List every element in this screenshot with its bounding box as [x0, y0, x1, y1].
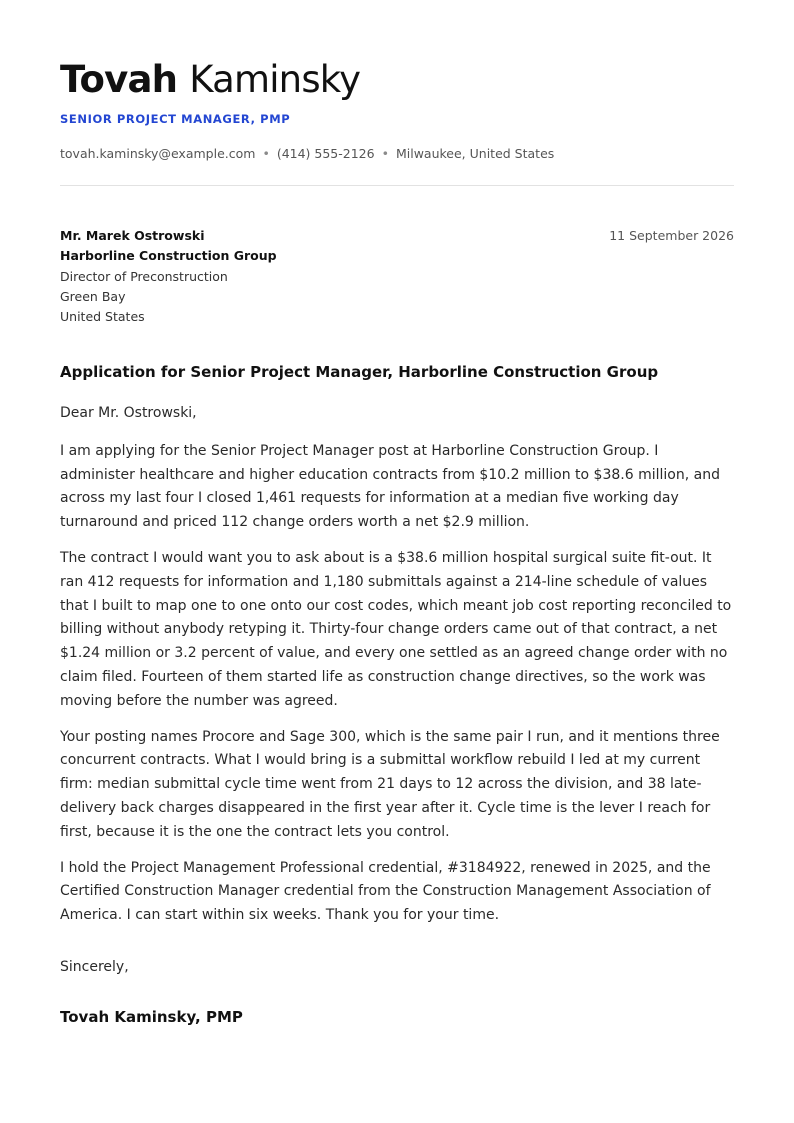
recipient-block [60, 226, 277, 327]
letter-closing: Sincerely, [60, 959, 129, 975]
recipient-company: Harborline Construction Group [60, 248, 277, 264]
letter-date: 11 September 2026 [609, 228, 734, 243]
letter-paragraph: I am applying for the Senior Project Manager post at Harborline Construction Group. I administer healthcare and higher education contracts from $10.2 million to $38.6 million, and across my last four I closed 1,461 requests for information at a median five working day turnaround and priced 112 change orders worth a net $2.9 million. [60, 442, 720, 531]
letter-paragraph: The contract I would want you to ask about is a $38.6 million hospital surgical suite fit-out. It ran 412 requests for information and 1,180 submittals against a 214-line schedule of values that I built to map one to one onto our cost codes, which meant job cost reporting reconciled to billing without anybody retyping it. Thirty-four change orders came out of that contract, a net $1.24 million or 3.2 percent of value, and every one settled as an agreed change order with no claim filed. Fourteen of them started life as construction change directives, so the work was moving before the number was agreed. [60, 549, 732, 709]
contact-separator: • [381, 146, 389, 161]
contact-location: Milwaukee, United States [395, 146, 555, 161]
applicant-title: SENIOR PROJECT MANAGER, PMP [60, 112, 291, 126]
contact-separator: • [262, 146, 270, 161]
applicant-last-name: Kaminsky [189, 58, 361, 101]
letter-signature: Tovah Kaminsky, PMP [60, 1008, 243, 1026]
recipient-name: Mr. Marek Ostrowski [60, 228, 205, 243]
contact-line [60, 145, 554, 163]
recipient-city: Green Bay [60, 288, 126, 304]
applicant-name [60, 58, 360, 102]
contact-phone: (414) 555-2126 [276, 146, 375, 161]
letter-body [60, 402, 734, 940]
header-divider [60, 185, 734, 186]
letter-paragraph: I hold the Project Management Professional credential, #3184922, renewed in 2025, and the Certified Construction Manager credential from the Construction Management Association of America. I can start within six weeks. Thank you for your time. [60, 859, 711, 924]
letter-greeting: Dear Mr. Ostrowski, [60, 405, 197, 421]
recipient-country: United States [60, 309, 145, 325]
letter-subject: Application for Senior Project Manager, Harborline Construction Group [60, 363, 659, 381]
applicant-first-name: Tovah [60, 58, 178, 101]
letter-paragraph: Your posting names Procore and Sage 300, which is the same pair I run, and it mentions three concurrent contracts. What I would bring is a submittal workflow rebuild I led at my current firm: median submittal cycle time went from 21 days to 12 across the division, and 38 late-delivery back charges disappeared in the first year after it. Cycle time is the lever I reach for first, because it is the one the contract lets you control. [60, 728, 720, 840]
contact-email: tovah.kaminsky@example.com [60, 146, 256, 161]
recipient-role: Director of Preconstruction [60, 268, 228, 284]
